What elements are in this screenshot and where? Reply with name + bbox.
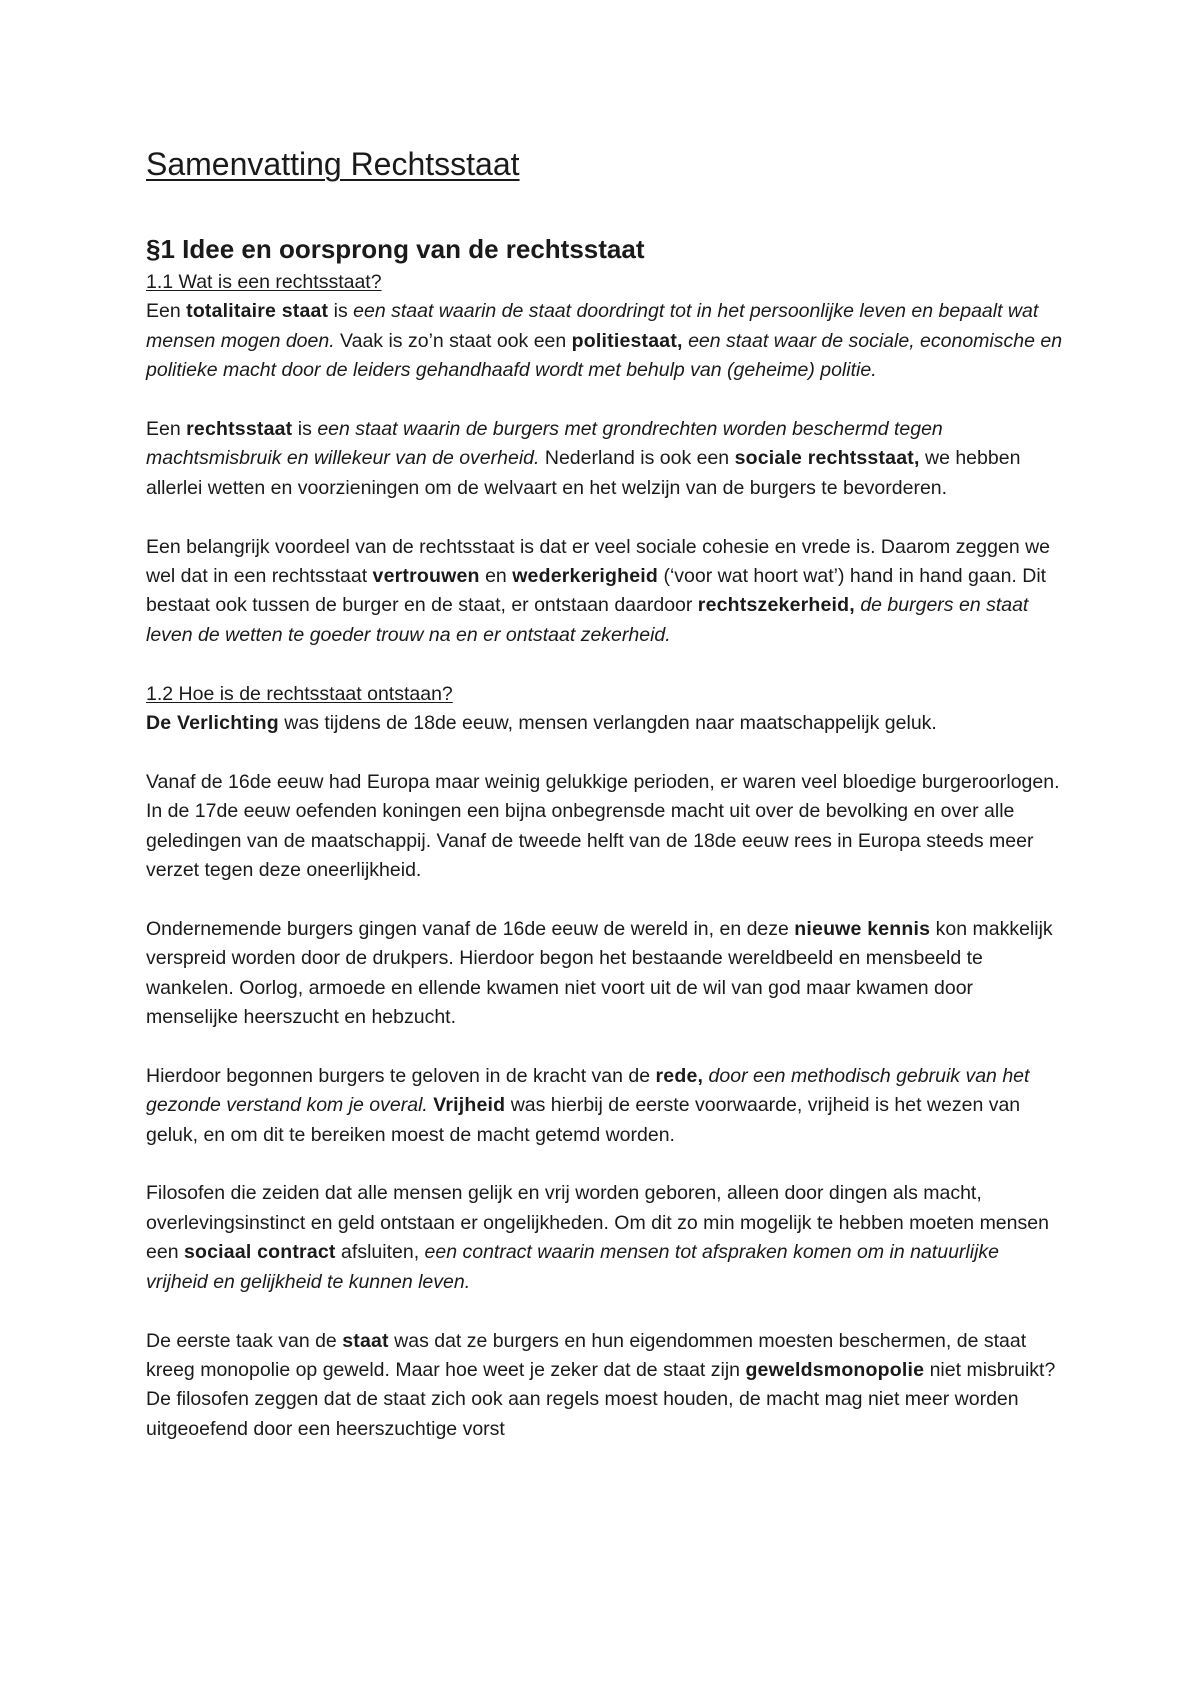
definition-text: door een methodisch gebruik van het gezonde verstand kom je overal.: [146, 1064, 1030, 1117]
bold-term: geweldsmonopolie: [745, 1358, 925, 1381]
paragraph: Vanaf de 16de eeuw had Europa maar weinig gelukkige perioden, er waren veel bloedige burgeroorlogen. In de 17de eeuw oefenden koningen een bijna onbegrensde macht uit over de bevolking en over alle geledingen van de maatschappij. Vanaf de tweede helft van de 18de eeuw rees in Europa steeds meer verzet tegen deze oneerlijkheid.: [146, 770, 1060, 882]
bold-term: sociale rechtsstaat,: [734, 447, 920, 470]
document-page: [146, 140, 1066, 1444]
definition-text: een staat waarin de staat doordringt tot in het persoonlijke leven en bepaalt wat mensen mogen doen.: [146, 300, 1039, 352]
definition-text: een contract waarin mensen tot afspraken komen om in natuurlijke vrijheid en gelijkheid te kunnen leven.: [146, 1241, 1000, 1293]
definition-text: de burgers en staat leven de wetten te goeder trouw na en er ontstaat zekerheid.: [146, 594, 1029, 646]
paragraph: De Verlichting was tijdens de 18de eeuw, mensen verlangden naar maatschappelijk geluk.: [146, 712, 937, 735]
section-heading: §1 Idee en oorsprong van de rechtsstaat: [146, 234, 645, 264]
bold-term: wederkerigheid: [512, 565, 659, 588]
bold-term: vertrouwen: [372, 565, 480, 588]
definition-text: een staat waar de sociale, economische en politieke macht door de leiders gehandhaafd wordt met behulp van (geheime) politie.: [146, 329, 1063, 382]
paragraph: Een belangrijk voordeel van de rechtsstaat is dat er veel sociale cohesie en vrede is. Daarom zeggen we wel dat in een rechtsstaat vertrouwen en wederkerigheid (‘voor wat hoort wat’) hand in hand gaan. Dit bestaat ook tussen de burger en de staat, er ontstaan daardoor rechtszekerheid, de burgers en staat leven de wetten te goeder trouw na en er ontstaat zekerheid.: [146, 535, 1051, 646]
paragraph: Een totalitaire staat is een staat waarin de staat doordringt tot in het persoonlijke leven en bepaalt wat mensen mogen doen. Vaak is zo’n staat ook een politiestaat, een staat waar de sociale, economische en politieke macht door de leiders gehandhaafd wordt met behulp van (geheime) politie.: [146, 300, 1063, 382]
paragraph: Filosofen die zeiden dat alle mensen gelijk en vrij worden geboren, alleen door dingen als macht, overlevingsinstinct en geld ontstaan er ongelijkheden. Om dit zo min mogelijk te hebben moeten mensen een sociaal contract afsluiten, een contract waarin mensen tot afspraken komen om in natuurlijke vrijheid en gelijkheid te kunnen leven.: [146, 1182, 1049, 1293]
bold-term: staat: [342, 1329, 389, 1352]
paragraph: Een rechtsstaat is een staat waarin de burgers met grondrechten worden beschermd tegen machtsmisbruik en willekeur van de overheid. Nederland is ook een sociale rechtsstaat, we hebben allerlei wetten en voorzieningen om de welvaart en het welzijn van de burgers te bevorderen.: [146, 418, 1021, 499]
definition-text: een staat waarin de burgers met grondrechten worden beschermd tegen machtsmisbruik en willekeur van de overheid.: [146, 418, 943, 470]
bold-term: Vrijheid: [433, 1094, 506, 1117]
document-title: Samenvatting Rechtsstaat: [146, 146, 520, 182]
bold-term: politiestaat,: [571, 329, 683, 352]
bold-term: rede,: [655, 1064, 704, 1087]
subsection-heading: 1.2 Hoe is de rechtsstaat ontstaan?: [146, 682, 453, 705]
bold-term: De Verlichting: [146, 712, 279, 735]
bold-term: sociaal contract: [183, 1241, 336, 1264]
bold-term: nieuwe kennis: [794, 917, 931, 940]
paragraph: Hierdoor begonnen burgers te geloven in de kracht van de rede, door een methodisch gebruik van het gezonde verstand kom je overal. Vrijheid was hierbij de eerste voorwaarde, vrijheid is het wezen van geluk, en om dit te bereiken moest de macht getemd worden.: [146, 1064, 1030, 1146]
bold-term: rechtszekerheid,: [697, 594, 855, 617]
subsection-heading: 1.1 Wat is een rechtsstaat?: [146, 271, 382, 293]
bold-term: rechtsstaat: [186, 418, 293, 441]
paragraph: De eerste taak van de staat was dat ze burgers en hun eigendommen moesten beschermen, de staat kreeg monopolie op geweld. Maar hoe weet je zeker dat de staat zijn geweldsmonopolie niet misbruikt? De filosofen zeggen dat de staat zich ook aan regels moest houden, de macht mag niet meer worden uitgeoefend door een heerszuchtige vorst: [146, 1329, 1056, 1440]
paragraph: Ondernemende burgers gingen vanaf de 16de eeuw de wereld in, en deze nieuwe kennis kon makkelijk verspreid worden door de drukpers. Hierdoor begon het bestaande wereldbeeld en mensbeeld te wankelen. Oorlog, armoede en ellende kwamen niet voort uit de wil van god maar kwamen door menselijke heerszucht en hebzucht.: [146, 917, 1053, 1029]
bold-term: totalitaire staat: [186, 300, 329, 323]
